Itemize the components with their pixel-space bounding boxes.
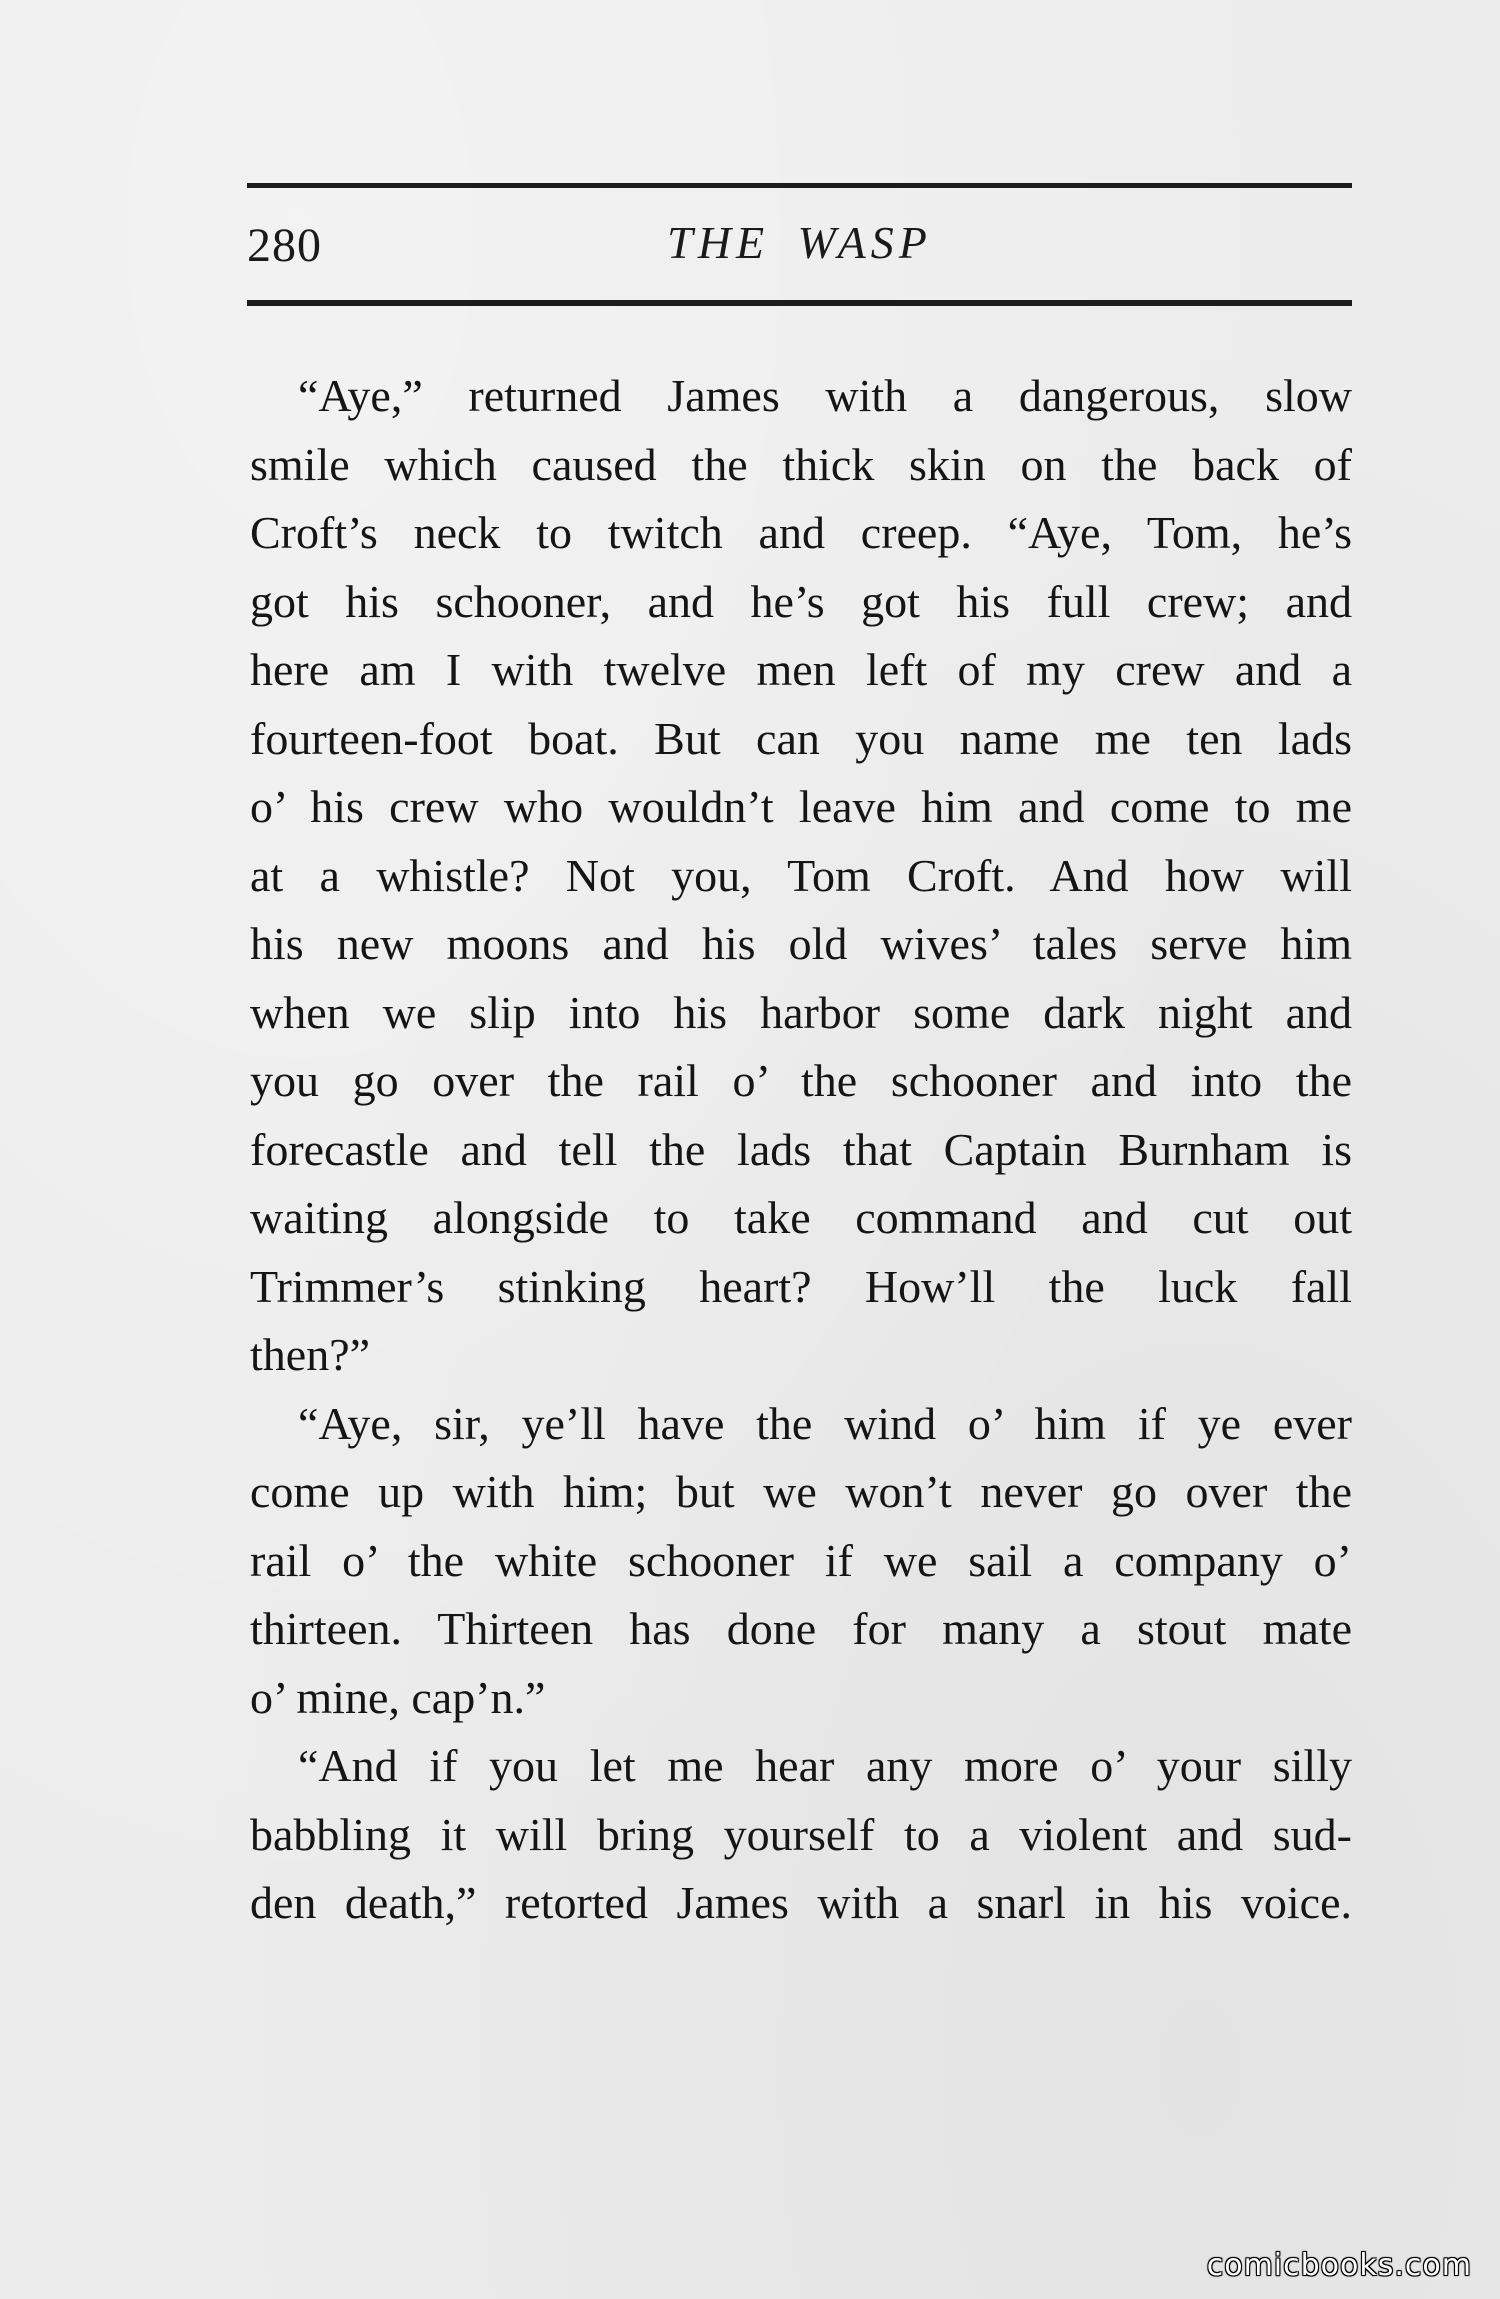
text-line: o’ mine, cap’n.” [250,1671,546,1723]
header-top-rule [247,183,1352,188]
running-header [247,212,1352,282]
text-line: got his schooner, and he’s got his full crew; and [250,575,1352,627]
text-line: Trimmer’s stinking heart? How’ll the luck fall [250,1260,1352,1312]
text-line: come up with him; but we won’t never go over the [250,1466,1352,1517]
page-number: 280 [247,219,322,272]
text-line: den death,” retorted James with a snarl in his voice. [250,1877,1352,1928]
text-line: “Aye,” returned James with a dangerous, slow [298,370,1352,421]
header-bottom-rule [247,300,1352,306]
text-line: Croft’s neck to twitch and creep. “Aye, Tom, he’s [250,507,1352,558]
watermark: comicbooks.com [1206,2248,1472,2283]
text-line: “And if you let me hear any more o’ your silly [298,1740,1352,1791]
text-line: forecastle and tell the lads that Captain Burnham is [250,1123,1352,1175]
body-text [250,362,1352,1938]
running-title: THE WASP [667,217,932,268]
text-line: you go over the rail o’ the schooner and into the [250,1055,1352,1106]
text-line: fourteen-foot boat. But can you name me ten lads [250,712,1352,764]
text-line: “Aye, sir, ye’ll have the wind o’ him if ye ever [298,1397,1352,1449]
text-line: smile which caused the thick skin on the back of [250,438,1352,490]
text-line: here am I with twelve men left of my crew and a [250,644,1352,695]
text-line: when we slip into his harbor some dark night and [250,986,1352,1038]
text-line: his new moons and his old wives’ tales serve him [250,918,1352,969]
text-line: thirteen. Thirteen has done for many a stout mate [250,1603,1352,1654]
text-line: rail o’ the white schooner if we sail a company o’ [250,1534,1352,1586]
text-line: at a whistle? Not you, Tom Croft. And how will [250,849,1352,901]
text-line: then?” [250,1329,371,1380]
text-line: babbling it will bring yourself to a violent and sud- [250,1808,1352,1860]
text-line: waiting alongside to take command and cut out [250,1192,1352,1243]
text-line: o’ his crew who wouldn’t leave him and come to me [250,781,1352,832]
